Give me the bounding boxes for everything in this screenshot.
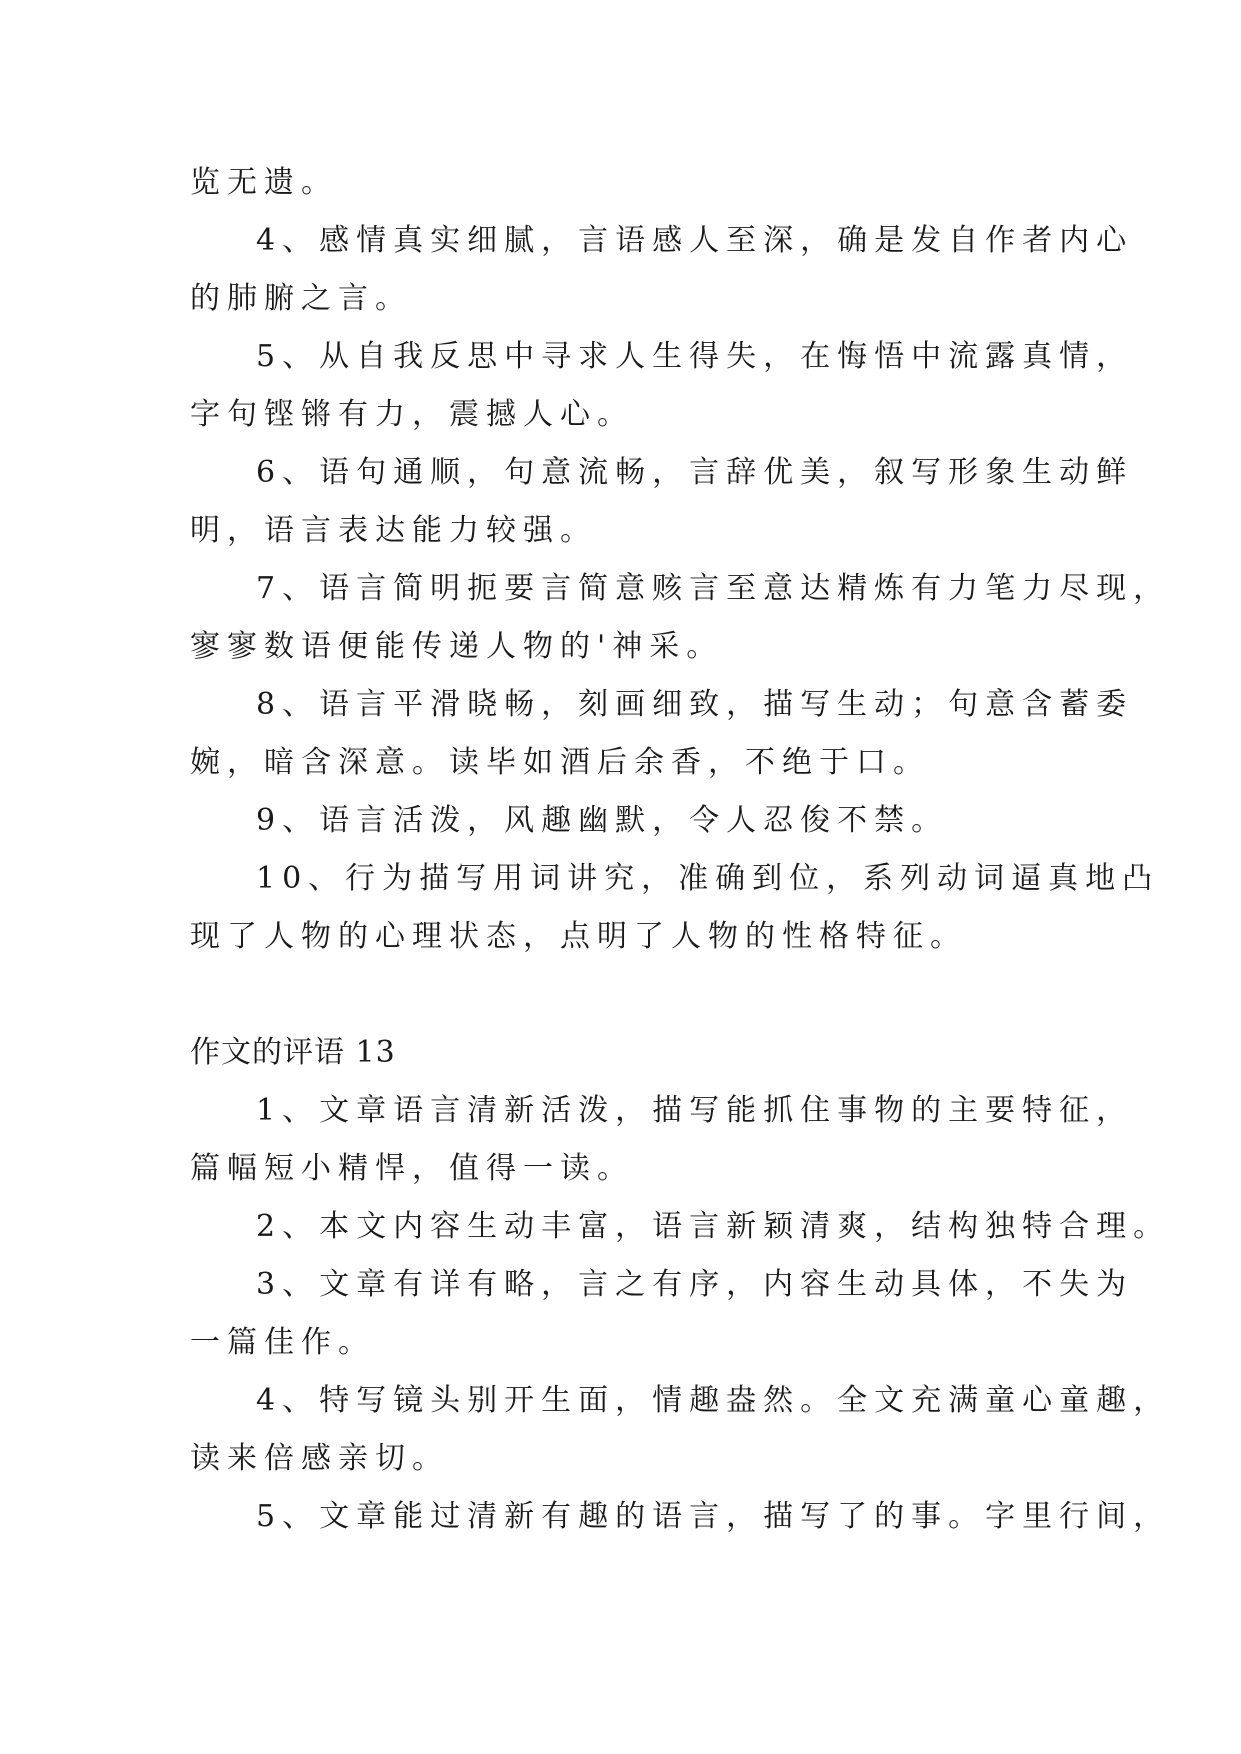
text-line: 10、行为描写用词讲究，准确到位，系列动词逼真地凸 [256,861,1160,896]
text-line: 6、语句通顺，句意流畅，言辞优美，叙写形象生动鲜 [256,455,1134,490]
text-line: 1、文章语言清新活泼，描写能抓住事物的主要特征， [256,1093,1134,1128]
text-line: 读来倍感亲切。 [190,1441,449,1476]
text-line: 现了人物的心理状态，点明了人物的性格特征。 [190,919,967,954]
text-line: 3、文章有详有略，言之有序，内容生动具体，不失为 [256,1267,1134,1302]
text-line: 4、感情真实细腻，言语感人至深，确是发自作者内心 [256,223,1134,258]
text-line: 4、特写镜头别开生面，情趣盎然。全文充满童心童趣， [256,1383,1171,1418]
section-heading: 作文的评语 13 [190,1035,396,1070]
text-line: 5、从自我反思中寻求人生得失，在悔悟中流露真情， [256,339,1134,374]
text-line: 7、语言简明扼要言简意赅言至意达精炼有力笔力尽现， [256,571,1171,606]
text-line: 2、本文内容生动丰富，语言新颖清爽，结构独特合理。 [256,1209,1171,1244]
text-line: 5、文章能过清新有趣的语言，描写了的事。字里行间， [256,1499,1171,1534]
text-line: 明，语言表达能力较强。 [190,513,597,548]
text-line: 字句铿锵有力，震撼人心。 [190,397,634,432]
text-line: 婉，暗含深意。读毕如酒后余香，不绝于口。 [190,745,930,780]
text-line: 的肺腑之言。 [190,281,412,316]
text-line: 8、语言平滑晓畅，刻画细致，描写生动；句意含蓄委 [256,687,1134,722]
text-line: 9、语言活泼，风趣幽默，令人忍俊不禁。 [256,803,949,838]
text-line: 览无遗。 [190,165,338,200]
text-line: 寥寥数语便能传递人物的'神采。 [190,629,724,664]
text-line: 篇幅短小精悍，值得一读。 [190,1151,634,1186]
text-line: 一篇佳作。 [190,1325,375,1360]
